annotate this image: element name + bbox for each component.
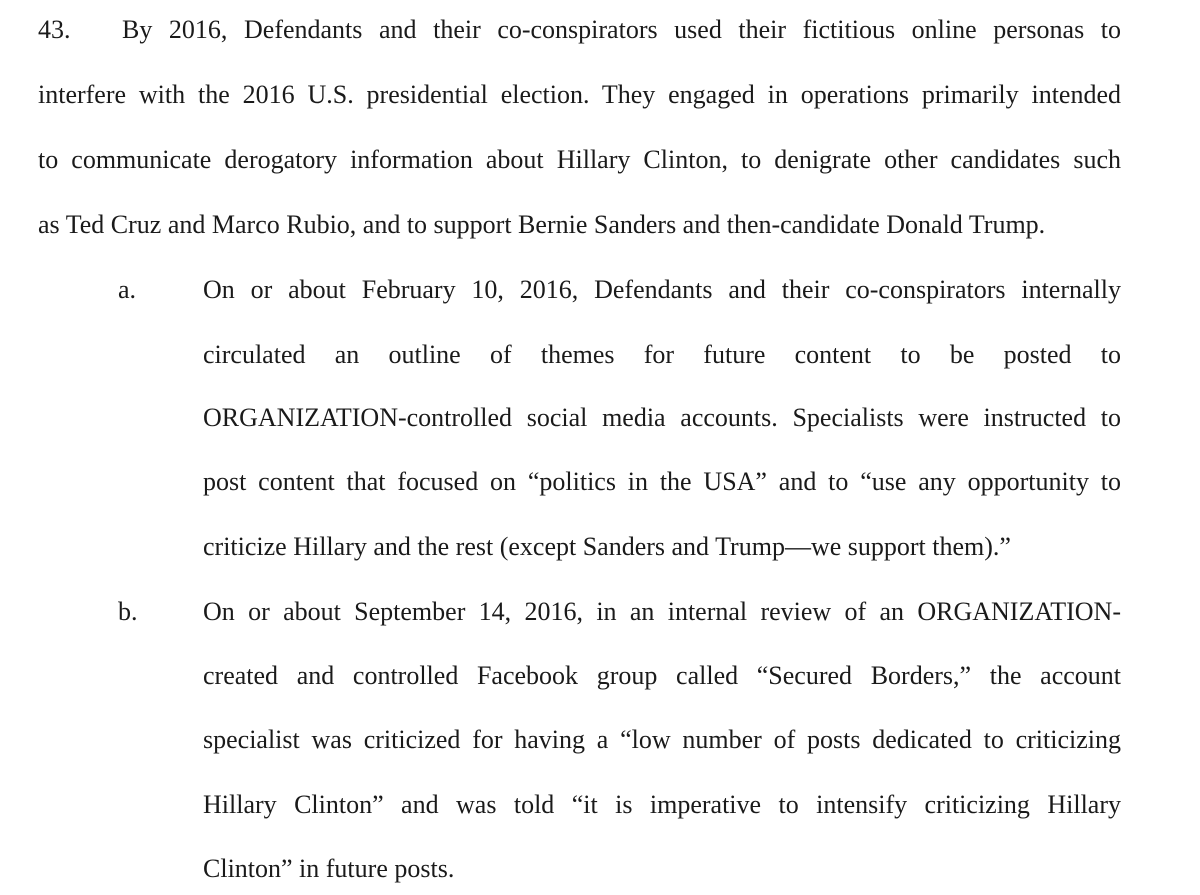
item-b-line-2: created and controlled Facebook group called “Secured Borders,” the account	[203, 661, 1121, 690]
paragraph-line-1: By 2016, Defendants and their co-conspirators used their fictitious online personas to	[122, 15, 1121, 44]
paragraph-line-2: interfere with the 2016 U.S. presidential election. They engaged in operations primarily intended	[38, 80, 1121, 109]
item-a-label: a.	[118, 275, 137, 304]
paragraph-line-4: as Ted Cruz and Marco Rubio, and to support Bernie Sanders and then-candidate Donald Trump.	[38, 210, 1046, 239]
item-a-line-2: circulated an outline of themes for future content to be posted to	[203, 340, 1121, 369]
item-b-line-4: Hillary Clinton” and was told “it is imperative to intensify criticizing Hillary	[203, 790, 1121, 819]
item-a-line-1: On or about February 10, 2016, Defendants and their co-conspirators internally	[203, 275, 1121, 304]
item-a-line-3: ORGANIZATION-controlled social media accounts. Specialists were instructed to	[203, 403, 1121, 432]
item-a-line-5: criticize Hillary and the rest (except Sanders and Trump—we support them).”	[203, 532, 1011, 561]
item-b-line-5: Clinton” in future posts.	[203, 854, 455, 883]
item-b-line-3: specialist was criticized for having a “low number of posts dedicated to criticizing	[203, 725, 1121, 754]
item-b-label: b.	[118, 597, 138, 626]
item-b-line-1: On or about September 14, 2016, in an internal review of an ORGANIZATION-	[203, 597, 1121, 626]
item-a-line-4: post content that focused on “politics in the USA” and to “use any opportunity to	[203, 467, 1121, 496]
paragraph-number: 43.	[38, 15, 71, 44]
paragraph-line-3: to communicate derogatory information about Hillary Clinton, to denigrate other candidates such	[38, 145, 1121, 174]
